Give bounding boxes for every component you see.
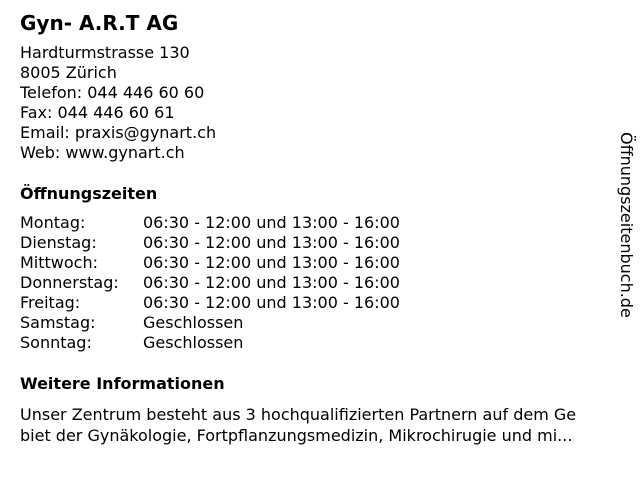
day-label: Dienstag:	[20, 233, 97, 252]
further-info-heading: Weitere Informationen	[20, 374, 225, 393]
city: 8005 Zürich	[20, 63, 117, 82]
hours-row-saturday	[20, 313, 400, 333]
opening-hours-heading: Öffnungszeiten	[20, 184, 158, 203]
phone-number: Telefon: 044 446 60 60	[20, 83, 205, 102]
fax-number: Fax: 044 446 60 61	[20, 103, 175, 122]
time-value: 06:30 - 12:00 und 13:00 - 16:00	[143, 293, 400, 312]
time-value: Geschlossen	[143, 313, 244, 332]
email-address: Email: praxis@gynart.ch	[20, 123, 217, 142]
description-line: biet der Gynäkologie, Fortpflanzungsmedizin, Mikrochirugie und mi...	[20, 426, 573, 445]
hours-row-wednesday	[20, 253, 400, 273]
time-value: 06:30 - 12:00 und 13:00 - 16:00	[143, 213, 400, 232]
day-label: Montag:	[20, 213, 86, 232]
hours-row-tuesday	[20, 233, 400, 253]
brand-watermark	[614, 132, 638, 364]
hours-row-sunday	[20, 333, 400, 353]
contact-block	[20, 43, 216, 163]
day-label: Donnerstag:	[20, 273, 119, 292]
business-name: Gyn- A.R.T AG	[20, 11, 179, 35]
hours-row-friday	[20, 293, 400, 313]
hours-row-monday	[20, 213, 400, 233]
description-text	[20, 404, 620, 446]
time-value: 06:30 - 12:00 und 13:00 - 16:00	[143, 253, 400, 272]
brand-vertical-text: Öffnungszeitenbuch.de	[617, 132, 636, 318]
time-value: 06:30 - 12:00 und 13:00 - 16:00	[143, 273, 400, 292]
time-value: Geschlossen	[143, 333, 244, 352]
day-label: Sonntag:	[20, 333, 92, 352]
day-label: Mittwoch:	[20, 253, 98, 272]
website: Web: www.gynart.ch	[20, 143, 185, 162]
time-value: 06:30 - 12:00 und 13:00 - 16:00	[143, 233, 400, 252]
day-label: Freitag:	[20, 293, 81, 312]
day-label: Samstag:	[20, 313, 96, 332]
street-address: Hardturmstrasse 130	[20, 43, 190, 62]
description-line: Unser Zentrum besteht aus 3 hochqualifizierten Partnern auf dem Ge	[20, 405, 577, 424]
hours-row-thursday	[20, 273, 400, 293]
opening-hours-table	[20, 213, 400, 353]
